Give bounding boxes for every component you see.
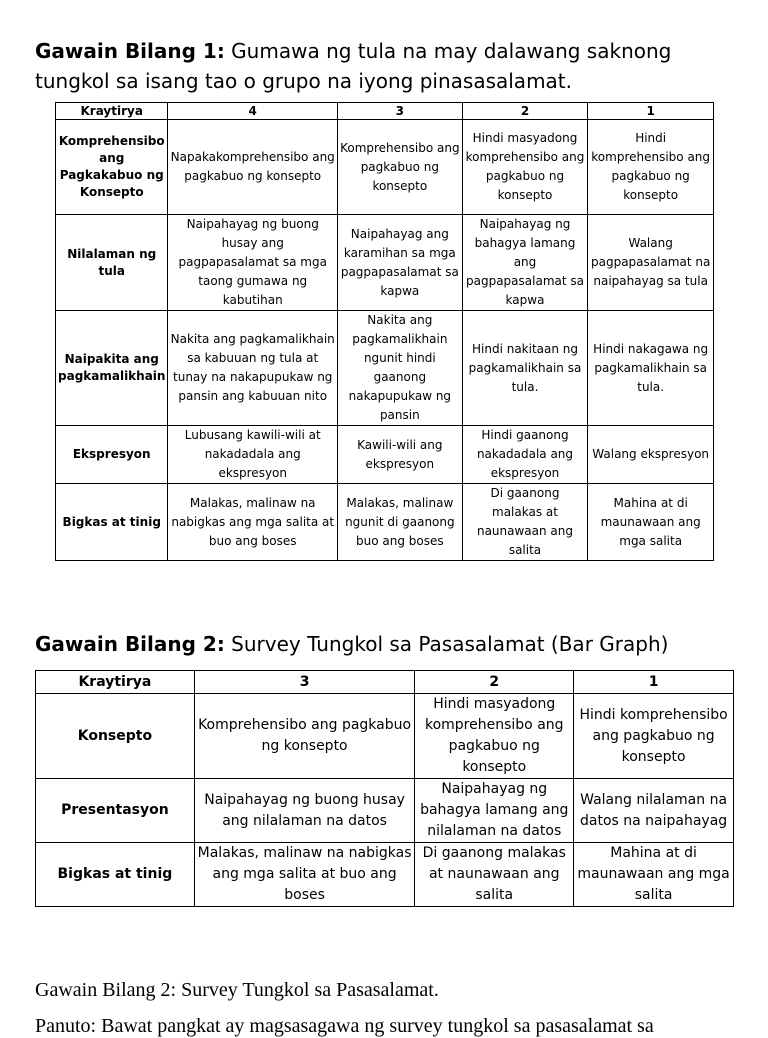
table1-cell: Naipahayag ang karamihan sa mga pagpapasalamat sa kapwa xyxy=(338,215,463,311)
section1-label: Gawain Bilang 1: xyxy=(35,39,225,63)
rubric-table-2 xyxy=(35,670,734,907)
table1-cell: Lubusang kawili-wili at nakadadala ang ekspresyon xyxy=(168,426,338,484)
table1-cell: Hindi komprehensibo ang pagkabuo ng konsepto xyxy=(588,120,714,215)
table1-cell: Naipahayag ng buong husay ang pagpapasalamat sa mga taong gumawa ng kabutihan xyxy=(168,215,338,311)
table-row xyxy=(36,694,734,779)
table-row xyxy=(36,779,734,843)
table-row xyxy=(56,215,714,311)
table1-header-row xyxy=(56,103,714,120)
table1-cell: Hindi masyadong komprehensibo ang pagkabuo ng konsepto xyxy=(462,120,588,215)
table2-criteria-cell: Bigkas at tinig xyxy=(36,843,195,907)
rubric-table-1 xyxy=(55,102,714,561)
table1-cell: Nakita ang pagkamalikhain sa kabuuan ng tula at tunay na nakapupukaw ng pansin ang kabuuan nito xyxy=(168,311,338,426)
table1-criteria-cell: Naipakita ang pagkamalikhain xyxy=(56,311,168,426)
table2-cell: Naipahayag ng buong husay ang nilalaman na datos xyxy=(194,779,415,843)
table1-cell: Hindi nakitaan ng pagkamalikhain sa tula. xyxy=(462,311,588,426)
table1-cell: Di gaanong malakas at naunawaan ang salita xyxy=(462,484,588,561)
table1-criteria-cell: Bigkas at tinig xyxy=(56,484,168,561)
footer-line-2: Panuto: Bawat pangkat ay magsasagawa ng survey tungkol sa pasasalamat sa xyxy=(35,1015,654,1037)
table2-cell: Hindi masyadong komprehensibo ang pagkabuo ng konsepto xyxy=(415,694,574,779)
footer-line-1: Gawain Bilang 2: Survey Tungkol sa Pasasalamat. xyxy=(35,979,439,1001)
table1-cell: Malakas, malinaw ngunit di gaanong buo ang boses xyxy=(338,484,463,561)
table2-header-3: 3 xyxy=(194,671,415,694)
table1-cell: Komprehensibo ang pagkabuo ng konsepto xyxy=(338,120,463,215)
section2-label: Gawain Bilang 2: xyxy=(35,632,225,656)
table1-header-1: 1 xyxy=(588,103,714,120)
table2-cell: Malakas, malinaw na nabigkas ang mga salita at buo ang boses xyxy=(194,843,415,907)
table1-criteria-cell: Komprehensibo ang Pagkakabuo ng Konsepto xyxy=(56,120,168,215)
table2-cell: Di gaanong malakas at naunawaan ang salita xyxy=(415,843,574,907)
table-row xyxy=(56,311,714,426)
table1-criteria-cell: Nilalaman ng tula xyxy=(56,215,168,311)
table2-criteria-cell: Konsepto xyxy=(36,694,195,779)
table1-cell: Hindi gaanong nakadadala ang ekspresyon xyxy=(462,426,588,484)
table1-header-2: 2 xyxy=(462,103,588,120)
table1-cell: Kawili-wili ang ekspresyon xyxy=(338,426,463,484)
table2-header-row xyxy=(36,671,734,694)
table-row xyxy=(56,484,714,561)
table1-cell: Walang pagpapasalamat na naipahayag sa tula xyxy=(588,215,714,311)
section2-title: Survey Tungkol sa Pasasalamat (Bar Graph) xyxy=(224,632,669,656)
table1-header-criteria: Kraytirya xyxy=(56,103,168,120)
table1-cell: Naipahayag ng bahagya lamang ang pagpapasalamat sa kapwa xyxy=(462,215,588,311)
table-row xyxy=(36,843,734,907)
table1-cell: Napakakomprehensibo ang pagkabuo ng konsepto xyxy=(168,120,338,215)
table1-header-4: 4 xyxy=(168,103,338,120)
table1-cell: Walang ekspresyon xyxy=(588,426,714,484)
table2-cell: Naipahayag ng bahagya lamang ang nilalaman na datos xyxy=(415,779,574,843)
table1-criteria-cell: Ekspresyon xyxy=(56,426,168,484)
section1-title: Gumawa ng tula na may dalawang saknong tungkol sa isang tao o grupo na iyong pinasasalamat. xyxy=(35,39,672,93)
section2-heading xyxy=(35,629,735,659)
table1-cell: Nakita ang pagkamalikhain ngunit hindi gaanong nakapupukaw ng pansin xyxy=(338,311,463,426)
table2-cell: Mahina at di maunawaan ang mga salita xyxy=(574,843,734,907)
table1-cell: Malakas, malinaw na nabigkas ang mga salita at buo ang boses xyxy=(168,484,338,561)
table2-cell: Walang nilalaman na datos na naipahayag xyxy=(574,779,734,843)
table2-header-2: 2 xyxy=(415,671,574,694)
table2-criteria-cell: Presentasyon xyxy=(36,779,195,843)
table2-header-criteria: Kraytirya xyxy=(36,671,195,694)
section1-heading xyxy=(35,36,735,96)
table2-header-1: 1 xyxy=(574,671,734,694)
table-row xyxy=(56,426,714,484)
table1-cell: Hindi nakagawa ng pagkamalikhain sa tula. xyxy=(588,311,714,426)
table-row xyxy=(56,120,714,215)
table1-cell: Mahina at di maunawaan ang mga salita xyxy=(588,484,714,561)
table1-header-3: 3 xyxy=(338,103,463,120)
table2-cell: Hindi komprehensibo ang pagkabuo ng konsepto xyxy=(574,694,734,779)
table2-cell: Komprehensibo ang pagkabuo ng konsepto xyxy=(194,694,415,779)
